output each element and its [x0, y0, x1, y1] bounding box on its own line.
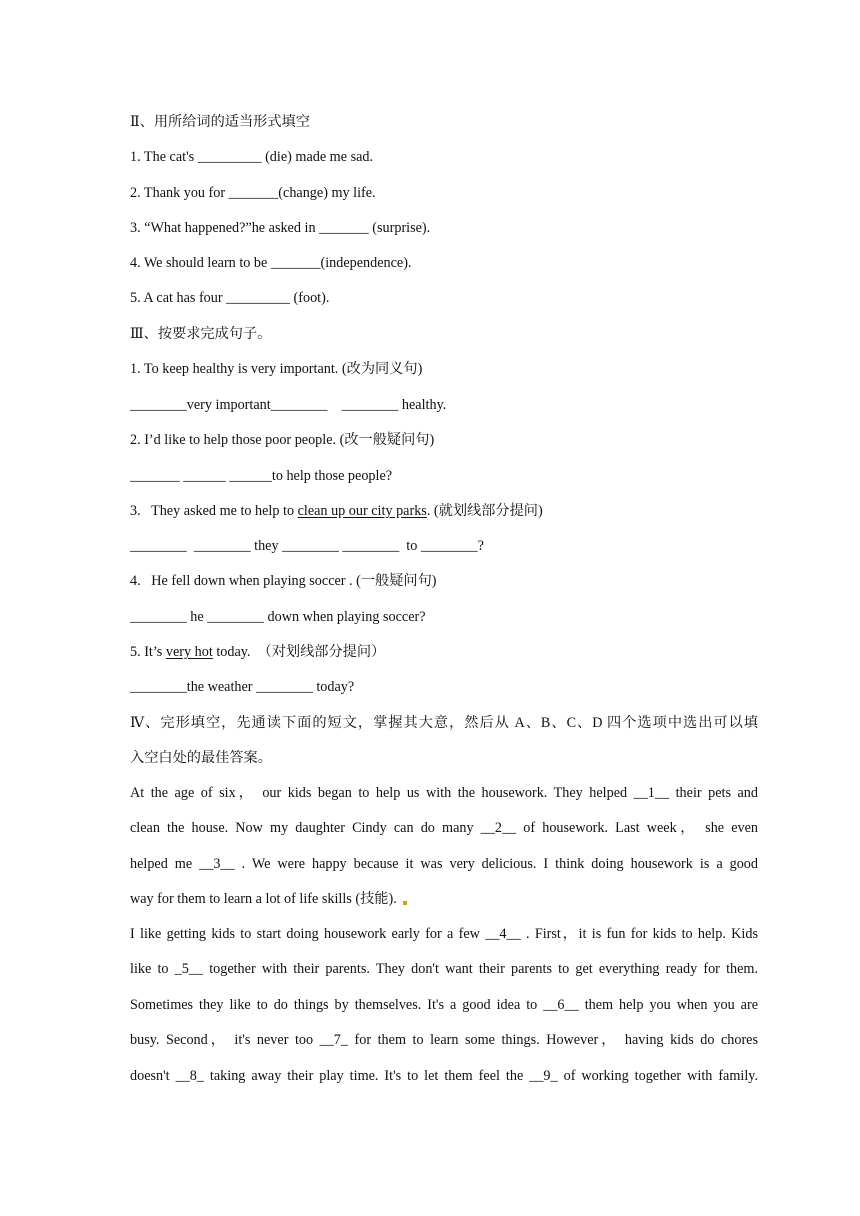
section-2-item-3: 3. “What happened?”he asked in _______ (surprise).: [130, 220, 431, 236]
section-2-heading: Ⅱ、用所给词的适当形式填空: [130, 114, 310, 130]
section-2-item-2: 2. Thank you for _______(change) my life.: [130, 185, 376, 201]
q3-suffix: . (就划线部分提问): [426, 503, 543, 519]
passage-p2-line-5: doesn't __8_ taking away their play time. It's to let them feel the __9_ of working together with family.: [130, 1068, 758, 1084]
section-3-q3-answer: ________ ________ they ________ ________ to ________?: [130, 538, 484, 554]
q3-underlined-phrase: clean up our city parks: [297, 503, 427, 519]
passage-p1-line-1: At the age of six， our kids began to help us with the housework. They helped __1__ their pets and: [130, 785, 758, 801]
section-3-q1-answer: ________very important________ ________ healthy.: [130, 397, 447, 413]
section-3-q4: 4. He fell down when playing soccer . (一般疑问句): [130, 573, 437, 589]
q3-prefix: 3. They asked me to help to: [130, 503, 298, 519]
section-4-heading-line-1: Ⅳ、完形填空，先通读下面的短文，掌握其大意，然后从 A、B、C、D 四个选项中选出可以填: [130, 715, 758, 731]
passage-p2-line-2: like to _5__ together with their parents. They don't want their parents to get everything ready for them.: [130, 961, 758, 977]
section-3-q2-answer: _______ ______ ______to help those people?: [130, 468, 393, 484]
passage-p2-line-4: busy. Second， it's never too __7_ for them to learn some things. However， having kids do chores: [130, 1032, 758, 1048]
section-2-item-4: 4. We should learn to be _______(independence).: [130, 255, 412, 271]
passage-p2-line-1: I like getting kids to start doing housework early for a few __4__ . First，it is fun for kids to help. Kids: [130, 926, 758, 942]
passage-p2-line-3: Sometimes they like to do things by themselves. It's a good idea to __6__ them help you when you are: [130, 997, 758, 1013]
section-3-q3: [130, 501, 760, 521]
passage-p1-line-2: clean the house. Now my daughter Cindy can do many __2__ of housework. Last week， she even: [130, 820, 758, 836]
section-2-item-1: 1. The cat's _________ (die) made me sad.: [130, 149, 374, 165]
section-4-heading-line-2: 入空白处的最佳答案。: [130, 750, 272, 766]
q5-prefix: 5. It’s: [130, 644, 166, 660]
section-3-q1: 1. To keep healthy is very important. (改为同义句): [130, 361, 423, 377]
section-3-q2: 2. I’d like to help those poor people. (改一般疑问句): [130, 432, 435, 448]
passage-p1-line-3: helped me __3__ . We were happy because it was very delicious. I think doing housework is a good: [130, 856, 758, 872]
passage-p1-line-4-text: way for them to learn a lot of life skills (技能).: [130, 891, 397, 907]
section-3-heading: Ⅲ、按要求完成句子。: [130, 326, 272, 342]
q5-suffix: today. （对划线部分提问）: [212, 644, 386, 660]
section-3-q4-answer: ________ he ________ down when playing soccer?: [130, 609, 426, 625]
edit-marker-dot: [403, 901, 407, 905]
section-3-q5: [130, 642, 760, 662]
passage-p1-line-4: [130, 889, 760, 909]
section-3-q5-answer: ________the weather ________ today?: [130, 679, 355, 695]
section-2-item-5: 5. A cat has four _________ (foot).: [130, 290, 330, 306]
q5-underlined-phrase: very hot: [165, 644, 213, 660]
